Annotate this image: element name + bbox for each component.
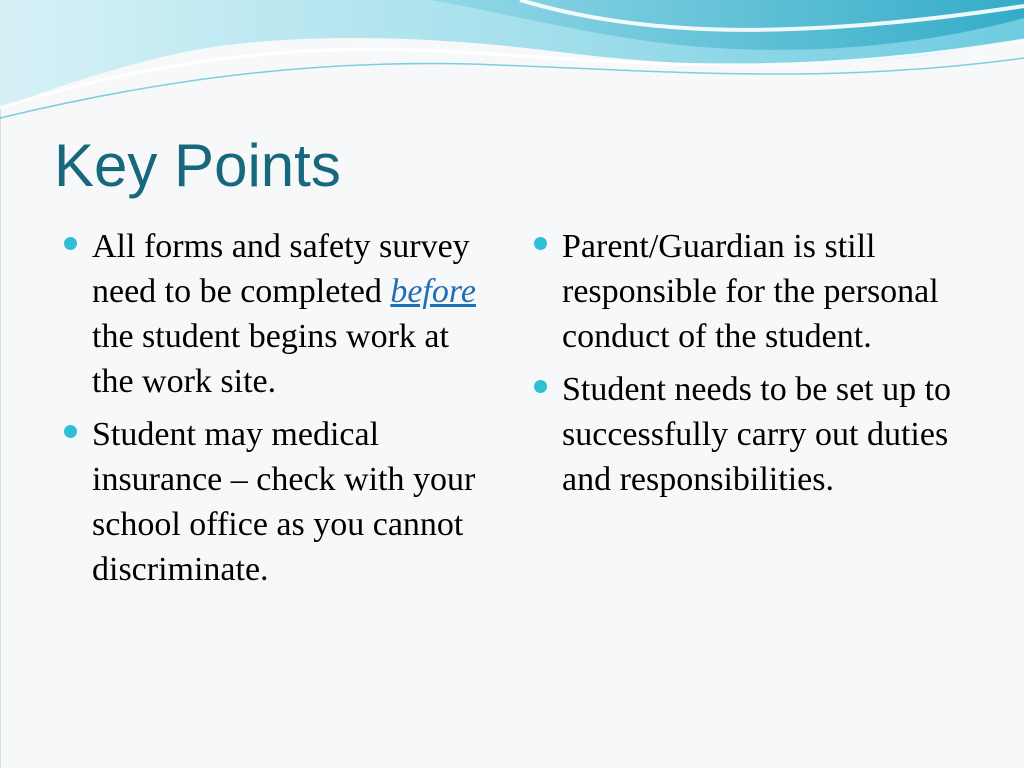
bullet-icon xyxy=(64,237,77,250)
bullet-text-part: All forms and safety survey need to be completed xyxy=(92,228,470,310)
bullet-icon xyxy=(64,425,77,438)
bullet-item xyxy=(62,224,494,404)
bullet-icon xyxy=(534,380,547,393)
left-bullet-list xyxy=(62,224,494,600)
before-link[interactable]: before xyxy=(390,273,476,310)
right-bullet-list xyxy=(532,224,972,510)
bullet-item xyxy=(62,412,494,592)
bullet-text: Student may medical insurance – check with your school office as you cannot discriminate. xyxy=(92,416,476,588)
bullet-text: Parent/Guardian is still responsible for the personal conduct of the student. xyxy=(562,228,939,355)
bullet-icon xyxy=(534,237,547,250)
slide-title: Key Points xyxy=(54,132,341,199)
bullet-item xyxy=(532,224,972,359)
bullet-text: Student needs to be set up to successfully carry out duties and responsibilities. xyxy=(562,371,952,498)
bullet-item xyxy=(532,367,972,502)
bullet-text-part: the student begins work at the work site. xyxy=(92,318,449,400)
header-wave-decoration xyxy=(0,0,1024,130)
